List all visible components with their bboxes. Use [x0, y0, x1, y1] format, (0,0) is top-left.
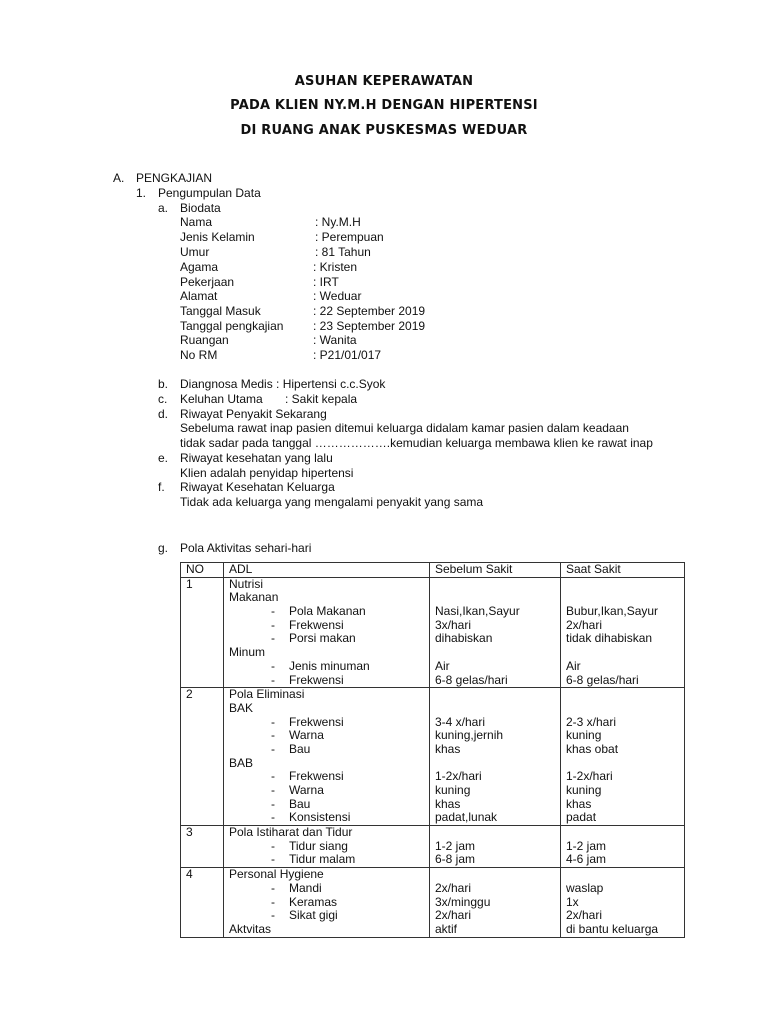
- riwayat-penyakit-sekarang-text: tidak sadar pada tanggal ……………….kemudian keluarga membawa klien ke rawat inap: [180, 436, 653, 450]
- sebelum-sakit-cell: [430, 688, 561, 826]
- row-number-cell: [181, 826, 224, 868]
- sebelum-sakit-value: 2x/hari: [435, 908, 472, 923]
- sebelum-sakit-value: 3x/hari: [435, 617, 472, 632]
- adl-item: Keramas: [289, 894, 338, 909]
- saat-sakit-value: [561, 688, 684, 702]
- adl-cell: [224, 577, 430, 688]
- sebelum-sakit-value: 2x/hari: [435, 880, 472, 895]
- adl-item: BAK: [229, 700, 254, 715]
- dash-bullet: -: [271, 714, 275, 729]
- sebelum-sakit-value: [430, 646, 560, 660]
- biodata-label: Pekerjaan: [180, 275, 235, 289]
- sebelum-sakit-cell: [430, 868, 561, 937]
- row-number: 2: [186, 687, 193, 702]
- adl-line: [224, 660, 429, 674]
- saat-sakit-value: 4-6 jam: [566, 852, 607, 867]
- saat-sakit-value: [561, 757, 684, 771]
- saat-sakit-value: kuning: [566, 783, 602, 797]
- dash-bullet: -: [271, 894, 275, 909]
- sebelum-sakit-value: [430, 702, 560, 716]
- sebelum-sakit-value: aktif: [435, 921, 458, 936]
- sebelum-sakit-value: dihabiskan: [435, 631, 493, 646]
- row-number-cell: [181, 868, 224, 937]
- sebelum-sakit-value: [430, 578, 560, 592]
- adl-item: Warna: [289, 728, 324, 743]
- sebelum-sakit-value: 6-8 jam: [435, 852, 476, 867]
- header-no: NO: [181, 563, 224, 578]
- table-row: [181, 826, 685, 868]
- sebelum-sakit-value: 6-8 gelas/hari: [435, 672, 508, 687]
- adl-item: Pola Eliminasi: [229, 687, 305, 702]
- riwayat-penyakit-sekarang-text: Sebeluma rawat inap pasien ditemui keluarga didalam kamar pasien dalam keadaan: [180, 421, 629, 435]
- adl-line: [224, 798, 429, 812]
- saat-sakit-value: khas: [566, 796, 592, 811]
- dash-bullet: -: [271, 631, 275, 646]
- sebelum-sakit-value: padat,lunak: [435, 810, 498, 825]
- sebelum-sakit-value: kuning,jernih: [435, 728, 504, 743]
- section-a-title: PENGKAJIAN: [136, 171, 213, 185]
- dash-bullet: -: [271, 672, 275, 687]
- row-number: 1: [186, 576, 193, 591]
- item-letter: f.: [158, 480, 165, 494]
- adl-item: Pola Istiharat dan Tidur: [229, 825, 353, 840]
- saat-sakit-value: 1-2 jam: [566, 838, 607, 853]
- adl-item: Bau: [289, 741, 311, 756]
- item-letter: c.: [158, 392, 168, 406]
- biodata-label: Tanggal pengkajian: [180, 319, 284, 333]
- adl-item: Frekwensi: [289, 672, 344, 687]
- adl-item: Mandi: [289, 880, 322, 895]
- adl-line: [224, 784, 429, 798]
- biodata-letter: a.: [158, 201, 169, 215]
- sebelum-sakit-value: 1-2x/hari: [435, 769, 482, 784]
- adl-line: [224, 632, 429, 646]
- adl-cell: [224, 688, 430, 826]
- table-row: [181, 688, 685, 826]
- saat-sakit-value: [561, 646, 684, 660]
- biodata-value: : 23 September 2019: [313, 319, 426, 333]
- adl-cell: [224, 826, 430, 868]
- adl-item: Minum: [229, 645, 266, 660]
- saat-sakit-value: 2-3 x/hari: [566, 714, 617, 729]
- subsection-1-title: Pengumpulan Data: [158, 186, 261, 200]
- dash-bullet: -: [271, 838, 275, 853]
- adl-item: Konsistensi: [289, 810, 351, 825]
- biodata-label: Umur: [180, 245, 210, 259]
- biodata-label: Alamat: [180, 289, 218, 303]
- adl-line: [224, 674, 429, 688]
- sebelum-sakit-value: Nasi,Ikan,Sayur: [435, 604, 520, 619]
- sebelum-sakit-cell: [430, 577, 561, 688]
- dash-bullet: -: [271, 741, 275, 756]
- adl-item: BAB: [229, 755, 254, 770]
- document-title-line-1: ASUHAN KEPERAWATAN: [294, 74, 474, 89]
- saat-sakit-value: di bantu keluarga: [566, 921, 659, 936]
- adl-line: [224, 896, 429, 910]
- saat-sakit-value: [561, 591, 684, 605]
- saat-sakit-value: 6-8 gelas/hari: [566, 672, 639, 687]
- adl-item: Frekwensi: [289, 617, 344, 632]
- table-row: [181, 577, 685, 688]
- saat-sakit-value: waslap: [566, 880, 604, 895]
- item-letter: g.: [158, 541, 169, 555]
- dash-bullet: -: [271, 796, 275, 811]
- adl-line: [224, 840, 429, 854]
- sebelum-sakit-value: khas: [435, 741, 461, 756]
- adl-item: Personal Hygiene: [229, 867, 324, 882]
- saat-sakit-value: 2x/hari: [566, 617, 603, 632]
- saat-sakit-cell: [561, 577, 685, 688]
- biodata-value: : 22 September 2019: [313, 304, 426, 318]
- dash-bullet: -: [271, 604, 275, 619]
- sebelum-sakit-value: [430, 591, 560, 605]
- adl-item: Bau: [289, 796, 311, 811]
- biodata-label: Jenis Kelamin: [180, 230, 255, 244]
- adl-line: [224, 882, 429, 896]
- adl-cell: [224, 868, 430, 937]
- item-letter: b.: [158, 377, 169, 391]
- saat-sakit-value: tidak dihabiskan: [566, 631, 653, 646]
- adl-item: Sikat gigi: [289, 908, 338, 923]
- saat-sakit-value: 2x/hari: [566, 908, 603, 923]
- adl-table: [180, 562, 685, 938]
- adl-item: Frekwensi: [289, 769, 344, 784]
- riwayat-penyakit-sekarang-title: Riwayat Penyakit Sekarang: [180, 407, 327, 421]
- saat-sakit-value: 1x: [566, 894, 579, 909]
- dash-bullet: -: [271, 880, 275, 895]
- dash-bullet: -: [271, 769, 275, 784]
- sebelum-sakit-value: [430, 757, 560, 771]
- dash-bullet: -: [271, 728, 275, 743]
- biodata-value: : P21/01/017: [313, 348, 382, 362]
- adl-item: Makanan: [229, 590, 279, 605]
- riwayat-kesehatan-keluarga-title: Riwayat Kesehatan Keluarga: [180, 480, 335, 494]
- biodata-value: : Weduar: [313, 289, 362, 303]
- adl-line: [224, 743, 429, 757]
- biodata-value: : Kristen: [313, 260, 358, 274]
- item-letter: e.: [158, 451, 169, 465]
- sebelum-sakit-value: [430, 826, 560, 840]
- sebelum-sakit-value: khas: [435, 796, 461, 811]
- header-adl: ADL: [224, 563, 430, 578]
- dash-bullet: -: [271, 810, 275, 825]
- adl-line: [224, 619, 429, 633]
- table-header-row: [181, 563, 685, 578]
- sebelum-sakit-value: 3x/minggu: [435, 894, 491, 909]
- sebelum-sakit-value: [430, 688, 560, 702]
- biodata-value: : IRT: [313, 275, 339, 289]
- saat-sakit-value: 1-2x/hari: [566, 769, 613, 784]
- subsection-1-number: 1.: [136, 186, 147, 200]
- adl-item: Porsi makan: [289, 631, 356, 646]
- diagnosa-medis: Diangnosa Medis : Hipertensi c.c.Syok: [180, 377, 386, 391]
- row-number: 3: [186, 825, 193, 840]
- dash-bullet: -: [271, 658, 275, 673]
- section-a-letter: A.: [113, 171, 125, 185]
- document-title-line-2: PADA KLIEN NY.M.H DENGAN HIPERTENSI: [230, 98, 538, 113]
- adl-line: [224, 605, 429, 619]
- sebelum-sakit-value: 1-2 jam: [435, 838, 476, 853]
- saat-sakit-value: khas obat: [566, 741, 619, 756]
- adl-item: Frekwensi: [289, 714, 344, 729]
- biodata-label: Nama: [180, 215, 213, 229]
- adl-item: Nutrisi: [229, 576, 264, 591]
- keluhan-utama-label: Keluhan Utama: [180, 392, 263, 406]
- biodata-label: Agama: [180, 260, 219, 274]
- saat-sakit-value: kuning: [566, 728, 602, 743]
- sebelum-sakit-value: kuning: [435, 783, 471, 797]
- adl-item: Aktvitas: [229, 921, 272, 936]
- saat-sakit-value: [561, 826, 684, 840]
- sebelum-sakit-value: 3-4 x/hari: [435, 714, 486, 729]
- saat-sakit-cell: [561, 688, 685, 826]
- saat-sakit-value: [561, 578, 684, 592]
- row-number-cell: [181, 688, 224, 826]
- saat-sakit-value: Air: [566, 658, 581, 673]
- riwayat-kesehatan-lalu-title: Riwayat kesehatan yang lalu: [180, 451, 333, 465]
- dash-bullet: -: [271, 852, 275, 867]
- adl-line: [224, 909, 429, 923]
- dash-bullet: -: [271, 908, 275, 923]
- adl-line: [224, 811, 429, 825]
- row-number: 4: [186, 867, 193, 882]
- adl-line: [224, 716, 429, 730]
- header-sebelum-sakit: Sebelum Sakit: [430, 563, 561, 578]
- row-number-cell: [181, 577, 224, 688]
- adl-line: [224, 853, 429, 867]
- adl-item: Warna: [289, 783, 324, 797]
- saat-sakit-value: padat: [566, 810, 597, 825]
- saat-sakit-value: [561, 702, 684, 716]
- biodata-value: : 81 Tahun: [315, 245, 371, 259]
- dash-bullet: -: [271, 783, 275, 797]
- saat-sakit-cell: [561, 826, 685, 868]
- saat-sakit-value: [561, 868, 684, 882]
- pola-aktivitas-title: Pola Aktivitas sehari-hari: [180, 541, 312, 555]
- biodata-label: Tanggal Masuk: [180, 304, 261, 318]
- riwayat-kesehatan-lalu-text: Klien adalah penyidap hipertensi: [180, 466, 354, 480]
- adl-item: Tidur siang: [289, 838, 348, 853]
- saat-sakit-cell: [561, 868, 685, 937]
- biodata-value: : Perempuan: [315, 230, 384, 244]
- saat-sakit-value: Bubur,Ikan,Sayur: [566, 604, 659, 619]
- item-letter: d.: [158, 407, 169, 421]
- sebelum-sakit-value: [430, 868, 560, 882]
- keluhan-utama-value: : Sakit kepala: [285, 392, 358, 406]
- sebelum-sakit-cell: [430, 826, 561, 868]
- biodata-value: : Ny.M.H: [315, 215, 361, 229]
- document-title-line-3: DI RUANG ANAK PUSKESMAS WEDUAR: [240, 123, 528, 138]
- adl-item: Tidur malam: [289, 852, 356, 867]
- adl-item: Pola Makanan: [289, 604, 366, 619]
- sebelum-sakit-value: Air: [435, 658, 450, 673]
- biodata-label: No RM: [180, 348, 218, 362]
- header-saat-sakit: Saat Sakit: [561, 563, 685, 578]
- biodata-title: Biodata: [180, 201, 221, 215]
- adl-line: [224, 729, 429, 743]
- adl-line: [224, 770, 429, 784]
- dash-bullet: -: [271, 617, 275, 632]
- biodata-value: : Wanita: [313, 333, 357, 347]
- biodata-label: Ruangan: [180, 333, 229, 347]
- riwayat-kesehatan-keluarga-text: Tidak ada keluarga yang mengalami penyakit yang sama: [180, 495, 484, 509]
- adl-item: Jenis minuman: [289, 658, 370, 673]
- table-row: [181, 868, 685, 937]
